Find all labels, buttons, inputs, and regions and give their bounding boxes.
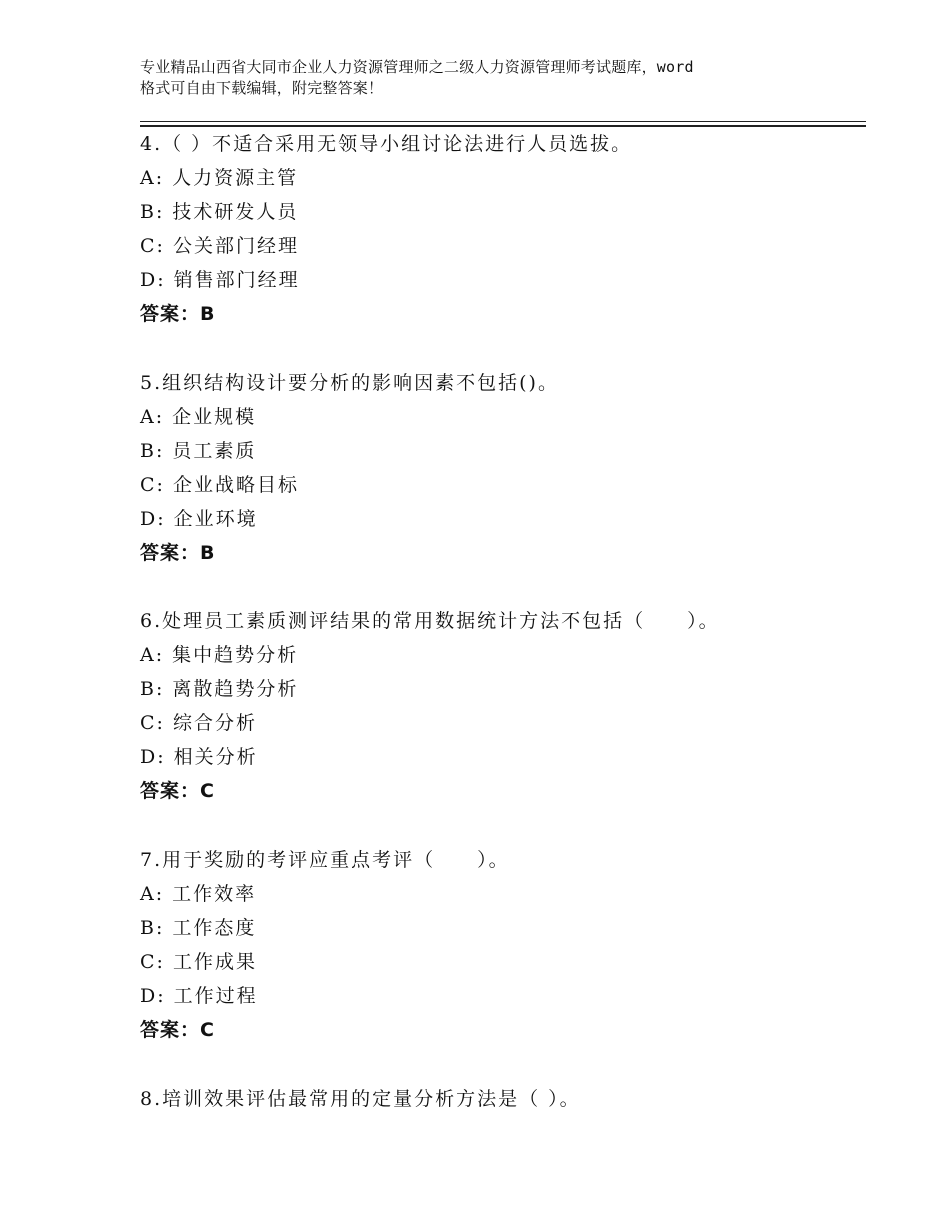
option-a: A: 集中趋势分析 xyxy=(140,644,299,666)
document-header xyxy=(140,57,840,99)
header-divider-thin xyxy=(140,121,866,122)
question-stem: 4.（ ）不适合采用无领导小组讨论法进行人员选拔。 xyxy=(140,133,633,155)
answer-label: 答案：B xyxy=(140,303,216,325)
option-a: A: 企业规模 xyxy=(140,406,257,428)
option-d: D: 企业环境 xyxy=(140,508,258,530)
option-a: A: 人力资源主管 xyxy=(140,167,299,189)
question-block-8 xyxy=(140,1082,860,1116)
question-stem: 7.用于奖励的考评应重点考评（ ）。 xyxy=(140,849,510,871)
question-stem: 8.培训效果评估最常用的定量分析方法是（ ）。 xyxy=(140,1088,581,1110)
option-c: C: 企业战略目标 xyxy=(140,474,299,496)
option-d: D: 工作过程 xyxy=(140,985,258,1007)
question-stem: 6.处理员工素质测评结果的常用数据统计方法不包括（ ）。 xyxy=(140,610,720,632)
option-c: C: 工作成果 xyxy=(140,951,257,973)
answer-label: 答案：B xyxy=(140,542,216,564)
question-block-7 xyxy=(140,843,860,1047)
option-b: B: 工作态度 xyxy=(140,917,257,939)
answer-label: 答案：C xyxy=(140,780,215,802)
header-title-line-2: 格式可自由下载编辑，附完整答案！ xyxy=(140,79,384,97)
option-d: D: 销售部门经理 xyxy=(140,269,300,291)
question-block-5 xyxy=(140,366,860,570)
option-c: C: 公关部门经理 xyxy=(140,235,299,257)
header-title-line-1: 专业精品山西省大同市企业人力资源管理师之二级人力资源管理师考试题库，word xyxy=(140,58,694,76)
option-a: A: 工作效率 xyxy=(140,883,257,905)
question-stem: 5.组织结构设计要分析的影响因素不包括()。 xyxy=(140,372,559,394)
option-c: C: 综合分析 xyxy=(140,712,257,734)
option-b: B: 离散趋势分析 xyxy=(140,678,299,700)
option-d: D: 相关分析 xyxy=(140,746,258,768)
option-b: B: 技术研发人员 xyxy=(140,201,299,223)
option-b: B: 员工素质 xyxy=(140,440,257,462)
question-block-6 xyxy=(140,604,860,808)
answer-label: 答案：C xyxy=(140,1019,215,1041)
question-block-4 xyxy=(140,127,860,331)
